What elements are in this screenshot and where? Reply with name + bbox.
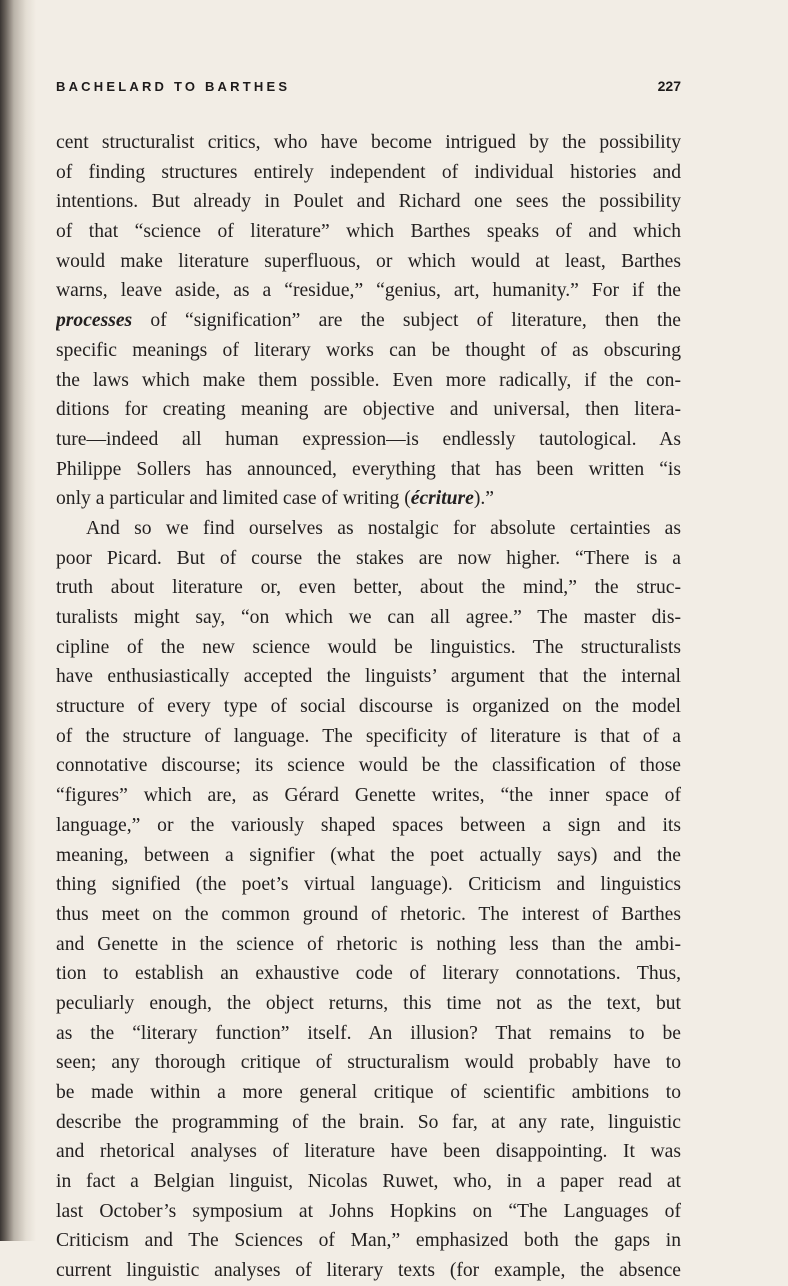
text-line	[56, 751, 681, 781]
running-head-title: BACHELARD TO BARTHES	[56, 79, 291, 94]
line-text: be made within a more general critique of scientific ambitions to	[56, 1082, 681, 1103]
line-text: would make literature superfluous, or which would at least, Barthes	[56, 250, 681, 272]
line-text: language,” or the variously shaped spaces between a sign and its	[56, 814, 681, 836]
line-text: the laws which make them possible. Even more radically, if the con-	[56, 369, 681, 391]
text-line	[56, 366, 681, 396]
line-text: Criticism and The Sciences of Man,” emphasized both the gaps in	[56, 1230, 681, 1252]
running-head	[56, 78, 681, 100]
text-line	[56, 989, 681, 1019]
line-text: cipline of the new science would be linguistics. The structuralists	[56, 636, 681, 658]
line-text: intentions. But already in Poulet and Richard one sees the possibility	[56, 191, 681, 213]
line-text: connotative discourse; its science would be the classification of those	[56, 755, 681, 777]
line-text: “figures” which are, as Gérard Genette writes, “the inner space of	[56, 785, 681, 807]
text-line	[56, 1078, 681, 1108]
text-line	[56, 425, 681, 455]
line-text: as the “literary function” itself. An illusion? That remains to be	[56, 1022, 681, 1044]
line-text: meaning, between a signifier (what the poet actually says) and the	[56, 844, 681, 866]
text-line	[56, 217, 681, 247]
text-line	[56, 1226, 681, 1256]
text-line	[56, 930, 681, 960]
line-text: thing signified (the poet’s virtual language). Criticism and linguistics	[56, 874, 681, 896]
line-text: of the structure of language. The specificity of literature is that of a	[56, 725, 681, 747]
text-line	[56, 247, 681, 277]
line-text: and rhetorical analyses of literature have been disappointing. It was	[56, 1141, 681, 1163]
paragraph-1	[56, 128, 681, 514]
text-line	[56, 633, 681, 663]
line-text: tion to establish an exhaustive code of literary connotations. Thus,	[56, 963, 681, 985]
text-line	[56, 544, 681, 574]
text-line	[56, 870, 681, 900]
line-text: only a particular and limited case of writing (	[56, 488, 411, 510]
line-text: Philippe Sollers has announced, everything that has been written “is	[56, 458, 681, 480]
line-text: ).”	[473, 488, 494, 510]
text-line	[56, 1048, 681, 1078]
line-text: peculiarly enough, the object returns, this time not as the text, but	[56, 992, 681, 1014]
text-line	[56, 1167, 681, 1197]
line-text: ture—indeed all human expression—is endlessly tautological. As	[56, 428, 681, 450]
line-text: of that “science of literature” which Barthes speaks of and which	[56, 221, 681, 243]
text-line	[56, 1019, 681, 1049]
text-line	[56, 1256, 681, 1286]
text-line	[56, 158, 681, 188]
line-text: turalists might say, “on which we can all agree.” The master dis-	[56, 607, 681, 628]
text-line	[56, 306, 681, 336]
text-line	[56, 1108, 681, 1138]
text-line	[56, 187, 681, 217]
text-line	[56, 1197, 681, 1227]
text-line	[56, 276, 681, 306]
book-binding-shadow	[0, 0, 36, 1241]
line-text: of finding structures entirely independent of individual histories and	[56, 161, 681, 183]
line-text: of “signification” are the subject of literature, then the	[132, 310, 681, 332]
text-line	[56, 395, 681, 425]
text-line	[56, 514, 681, 544]
line-text: warns, leave aside, as a “residue,” “genius, art, humanity.” For if the	[56, 280, 681, 302]
line-text: poor Picard. But of course the stakes are now higher. “There is a	[56, 547, 681, 569]
text-line	[56, 573, 681, 603]
text-line	[56, 900, 681, 930]
line-text: specific meanings of literary works can be thought of as obscuring	[56, 339, 681, 361]
text-line	[56, 722, 681, 752]
text-line	[56, 662, 681, 692]
text-line	[56, 692, 681, 722]
line-text: last October’s symposium at Johns Hopkins on “The Languages of	[56, 1200, 681, 1222]
text-line	[56, 603, 681, 633]
italic-term: écriture	[410, 488, 474, 510]
text-line	[56, 781, 681, 811]
line-text: ditions for creating meaning are objective and universal, then litera-	[56, 399, 681, 421]
page-number: 227	[657, 78, 681, 94]
line-text: have enthusiastically accepted the linguists’ argument that the internal	[56, 666, 681, 688]
line-text: and Genette in the science of rhetoric is nothing less than the ambi-	[56, 933, 681, 955]
line-text: current linguistic analyses of literary texts (for example, the absence	[56, 1260, 681, 1282]
line-text: in fact a Belgian linguist, Nicolas Ruwet, who, in a paper read at	[56, 1171, 681, 1193]
line-text: cent structuralist critics, who have become intrigued by the possibility	[56, 132, 681, 153]
body-text	[56, 128, 681, 1286]
text-line	[56, 959, 681, 989]
line-text: thus meet on the common ground of rhetoric. The interest of Barthes	[56, 903, 681, 925]
text-line	[56, 1137, 681, 1167]
book-page	[56, 78, 681, 1286]
line-text: structure of every type of social discourse is organized on the model	[56, 696, 681, 718]
text-line	[56, 811, 681, 841]
text-line	[56, 455, 681, 485]
text-line	[56, 336, 681, 366]
line-text: And so we find ourselves as nostalgic for absolute certainties as	[86, 517, 681, 539]
paragraph-2	[56, 514, 681, 1286]
italic-term: processes	[56, 310, 133, 332]
line-text: describe the programming of the brain. So far, at any rate, linguistic	[56, 1111, 681, 1133]
text-line	[56, 841, 681, 871]
line-text: truth about literature or, even better, about the mind,” the struc-	[56, 577, 681, 599]
text-line	[56, 484, 681, 514]
text-line	[56, 128, 681, 158]
line-text: seen; any thorough critique of structuralism would probably have to	[56, 1052, 681, 1074]
